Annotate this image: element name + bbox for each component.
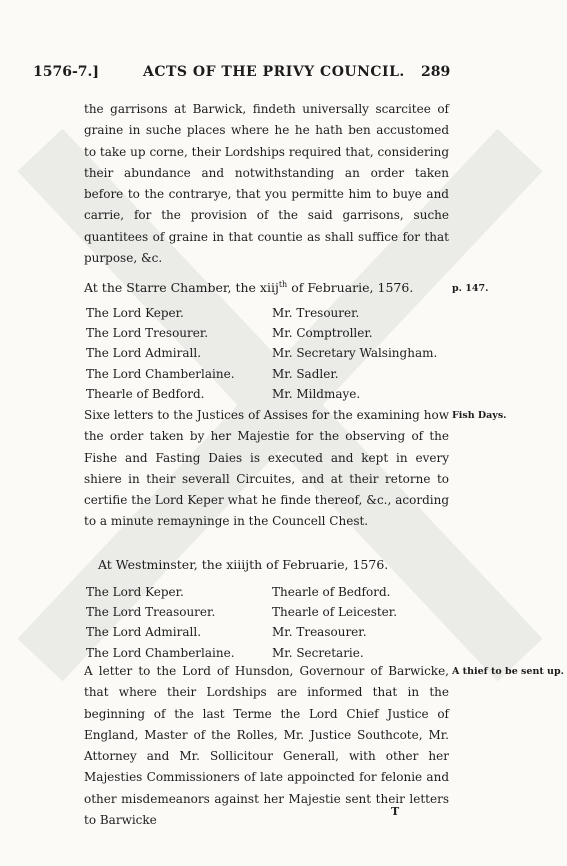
attendee: Mr. Secretary Walsingham. (272, 346, 438, 361)
margin-note-page-ref: p. 147. (452, 283, 489, 294)
attendee: The Lord Chamberlaine. (86, 645, 235, 660)
thief-letter-paragraph: A letter to the Lord of Hunsdon, Governour of Barwicke, that where their Lordships are informed that in the beginning of the last Terme the Lord Chief Justice of England, Master of the Rolles, Mr. Justice Southcote, Mr. Attorney and Mr. Sollicitour Generall, with other her Majesties Commissioners of late appoincted for felonie and other misdemeanors against her Majestie sent their letters to Barwicke (84, 664, 449, 828)
attendee: Thearle of Bedford. (86, 386, 205, 401)
attendee-list-starre-chamber (86, 303, 466, 404)
attendee: The Lord Admirall. (86, 625, 202, 640)
attendee: Mr. Sadler. (272, 366, 339, 381)
attendee: Thearle of Leicester. (272, 605, 398, 620)
signature-mark: T (391, 805, 400, 818)
attendee: Thearle of Bedford. (272, 585, 391, 599)
continuation-paragraph: the garrisons at Barwick, findeth universally scarcitee of graine in suche places where he he hath ben accustomed to take up corne, their Lordships required that, considering their abundance and notwithstanding an order taken before to the contrarye, that you permitte him to buye and carrie, for the provision of the said garrisons, suche quantitees of graine in that countie as shall suffice for that purpose, &c. (84, 102, 449, 266)
meeting-heading-westminster: At Westminster, the xiiijth of Februarie, 1576. (98, 557, 389, 572)
fish-days-paragraph: Sixe letters to the Justices of Assises for the examining how the order taken by her Majestie for the observing of the Fishe and Fasting Daies is executed and kept in every shiere in their severall Circuites, and at their retorne to certifie the Lord Keper what he finde thereof, &c., acording to a minute remayninge in the Councell Chest. (84, 408, 449, 529)
running-header (33, 58, 453, 88)
attendee: The Lord Keper. (86, 306, 184, 320)
margin-note-thief: A thief to be sent up. (452, 666, 564, 677)
header-title: ACTS OF THE PRIVY COUNCIL. (143, 64, 405, 80)
margin-note-fish-days: Fish Days. (452, 410, 507, 421)
attendee: Mr. Tresourer. (272, 306, 360, 320)
attendee: The Lord Admirall. (86, 346, 202, 361)
attendee: Mr. Mildmaye. (272, 386, 361, 401)
header-page-number: 289 (421, 64, 451, 80)
attendee: Mr. Secretarie. (272, 645, 364, 660)
attendee: The Lord Treasourer. (86, 605, 216, 620)
attendee: The Lord Chamberlaine. (86, 366, 235, 381)
attendee-list-westminster (86, 582, 466, 663)
attendee: The Lord Keper. (86, 585, 184, 599)
meeting-heading-starre-chamber: At the Starre Chamber, the xiij$^{th}$ of Februarie, 1576. (84, 280, 414, 296)
attendee: Mr. Treasourer. (272, 625, 367, 640)
header-year-range: 1576-7.] (33, 64, 100, 80)
attendee: Mr. Comptroller. (272, 326, 373, 341)
attendee: The Lord Tresourer. (86, 326, 209, 341)
